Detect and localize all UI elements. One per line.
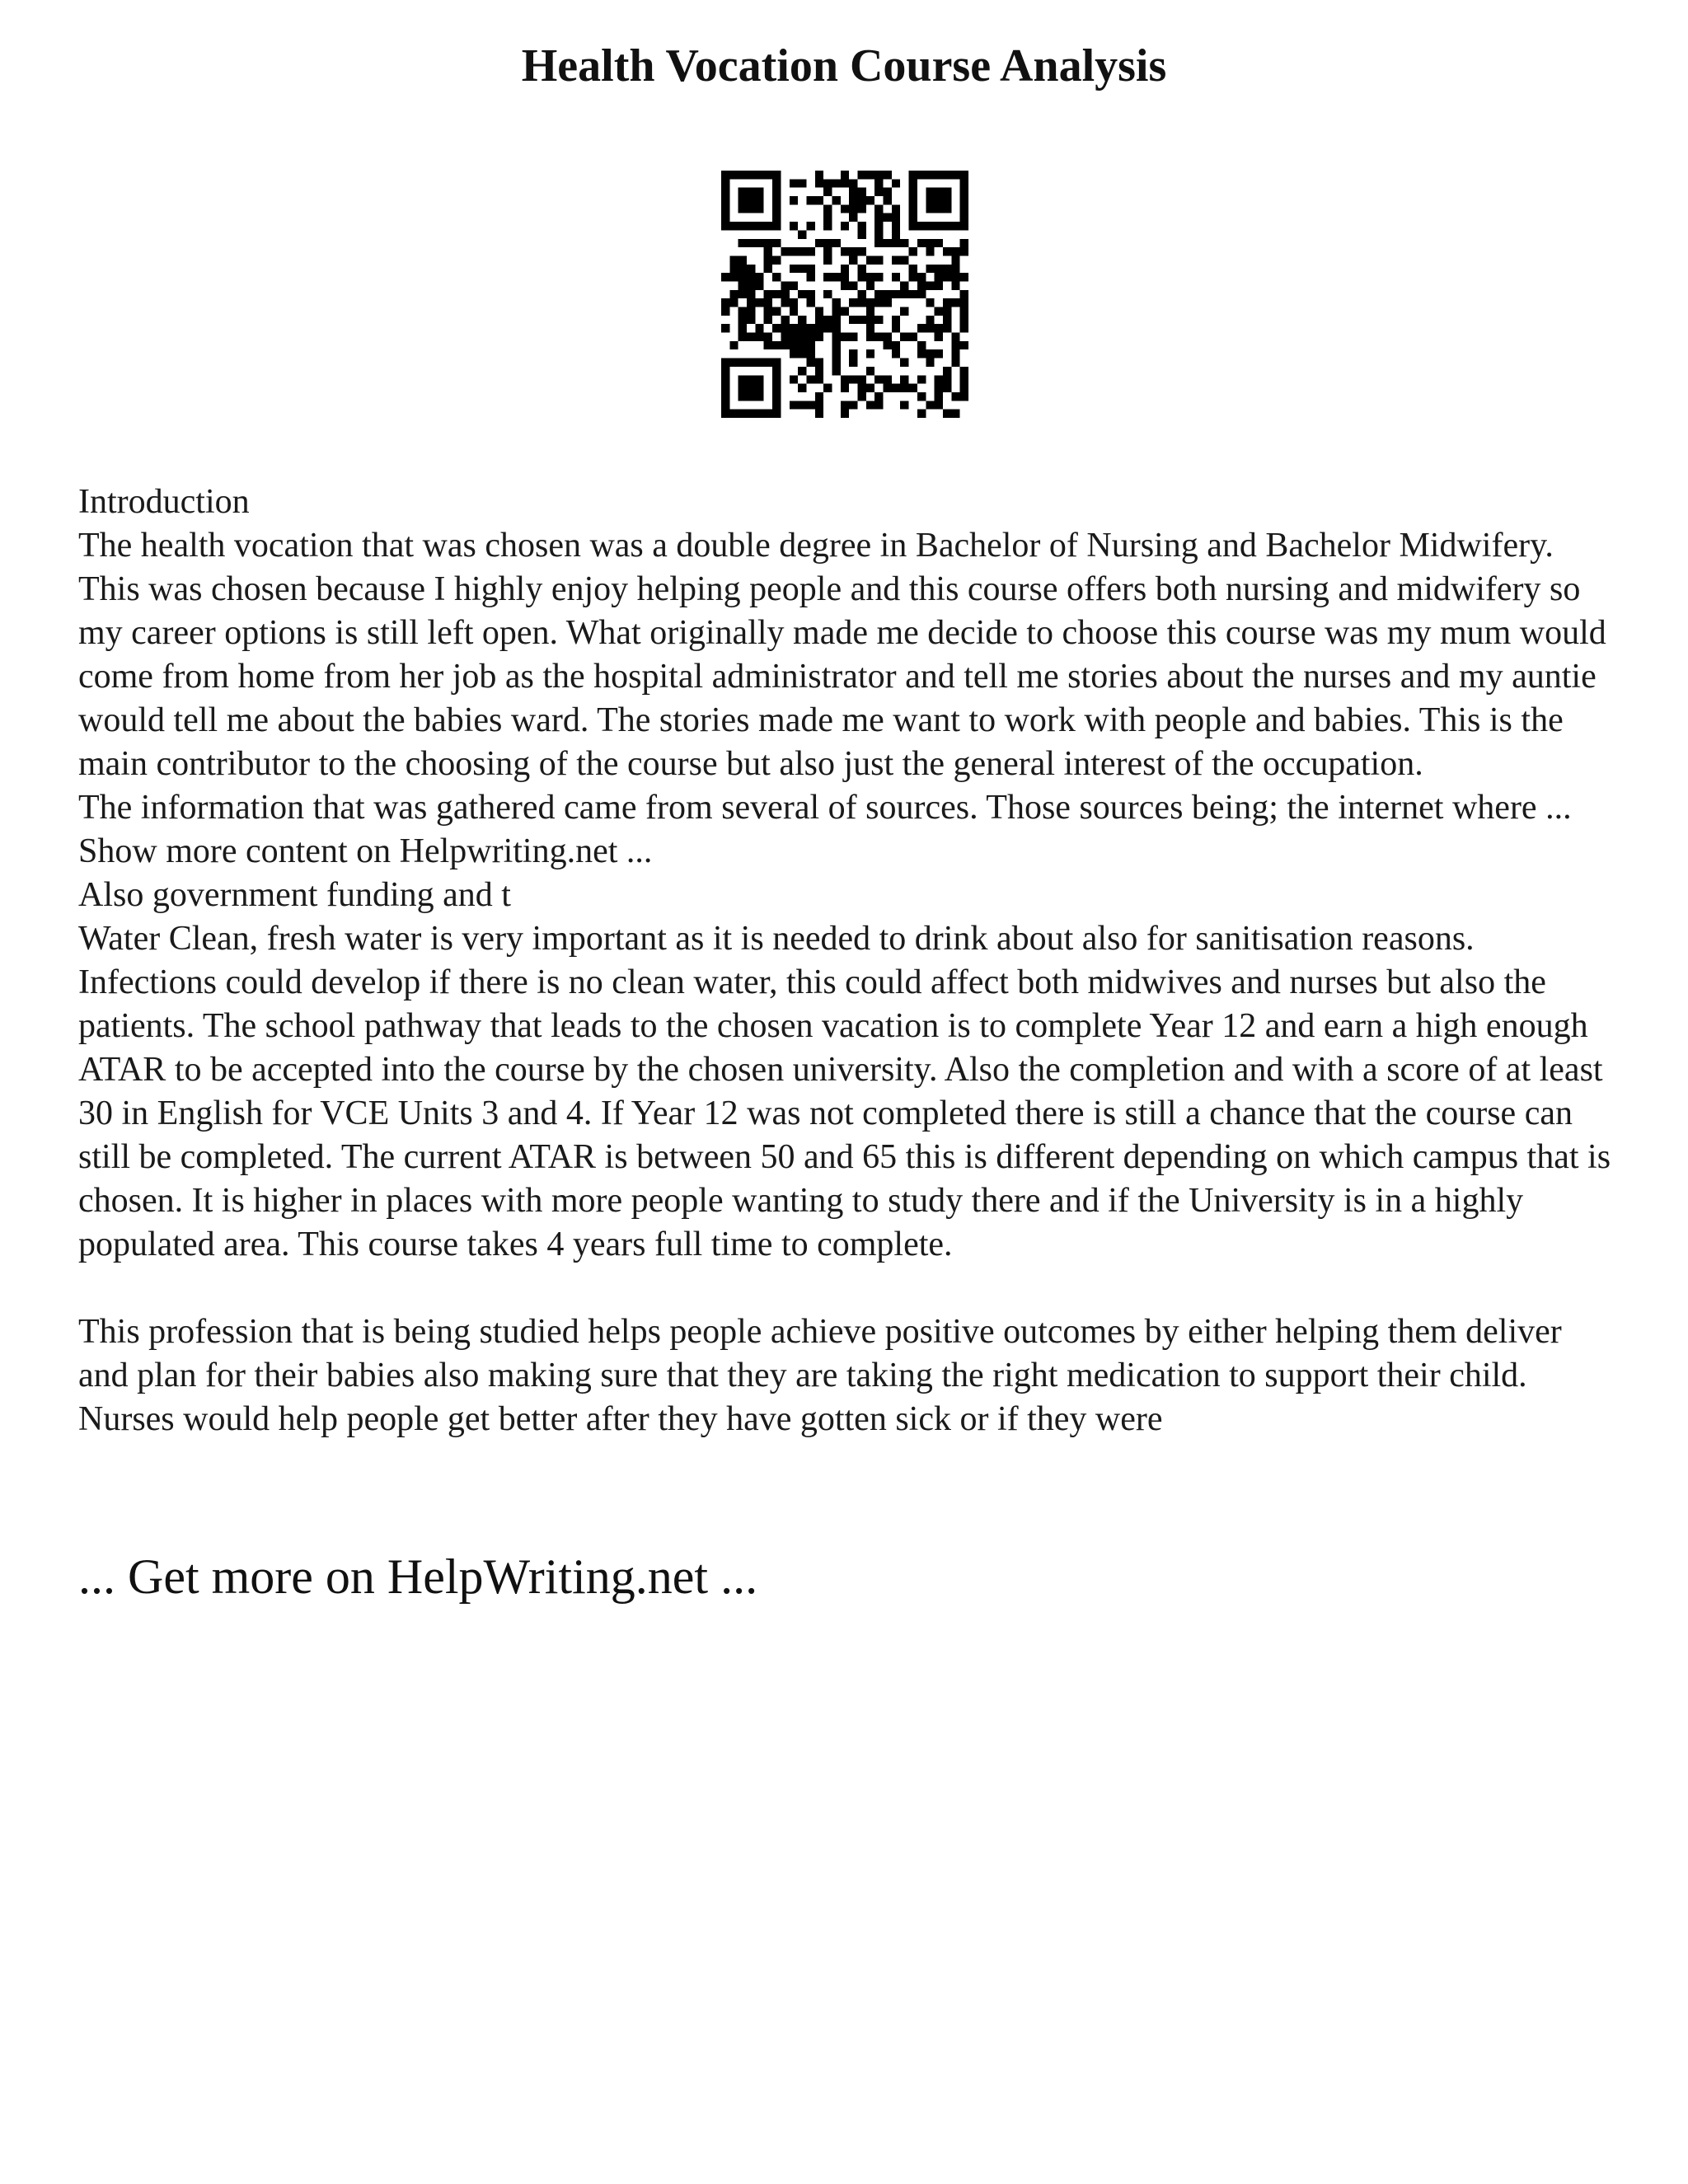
article-body xyxy=(78,480,1620,1441)
section-heading-introduction: Introduction xyxy=(78,483,250,521)
paragraph-spacer xyxy=(78,1267,1620,1310)
qr-code-icon[interactable] xyxy=(721,171,968,418)
page-title: Health Vocation Course Analysis xyxy=(521,40,1167,91)
paragraph-intro: The health vocation that was chosen was a double degree in Bachelor of Nursing and Bachelor Midwifery. This was chosen because I highly enjoy helping people and this course offers both nursing and midwifery so my career options is still left open. What originally made me decide to choose this course was my mum would come from home from her job as the hospital administrator and tell me stories about the nurses and my auntie would tell me about the babies ward. The stories made me want to work with people and babies. This is the main contributor to the choosing of the course but also just the general interest of the occupation. xyxy=(78,527,1606,783)
paragraph-sources: The information that was gathered came from several of sources. Those sources being; the internet where ... Show more content on Helpwriting.net ... xyxy=(78,789,1572,870)
get-more-link[interactable]: ... Get more on HelpWriting.net ... xyxy=(78,1549,758,1604)
paragraph-profession: This profession that is being studied helps people achieve positive outcomes by either helping them deliver and plan for their babies also making sure that they are taking the right medication to support their child. Nurses would help people get better after they have gotten sick or if they were xyxy=(78,1313,1562,1438)
paragraph-water: Water Clean, fresh water is very important as it is needed to drink about also for sanitisation reasons. Infections could develop if there is no clean water, this could affect both midwives and nurses but also the patients. The school pathway that leads to the chosen vacation is to complete Year 12 and earn a high enough ATAR to be accepted into the course by the chosen university. Also the completion and with a score of at least 30 in English for VCE Units 3 and 4. If Year 12 was not completed there is still a chance that the course can still be completed. The current ATAR is between 50 and 65 this is different depending on which campus that is chosen. It is higher in places with more people wanting to study there and if the University is in a highly populated area. This course takes 4 years full time to complete. xyxy=(78,920,1611,1263)
paragraph-funding: Also government funding and t xyxy=(78,876,511,914)
